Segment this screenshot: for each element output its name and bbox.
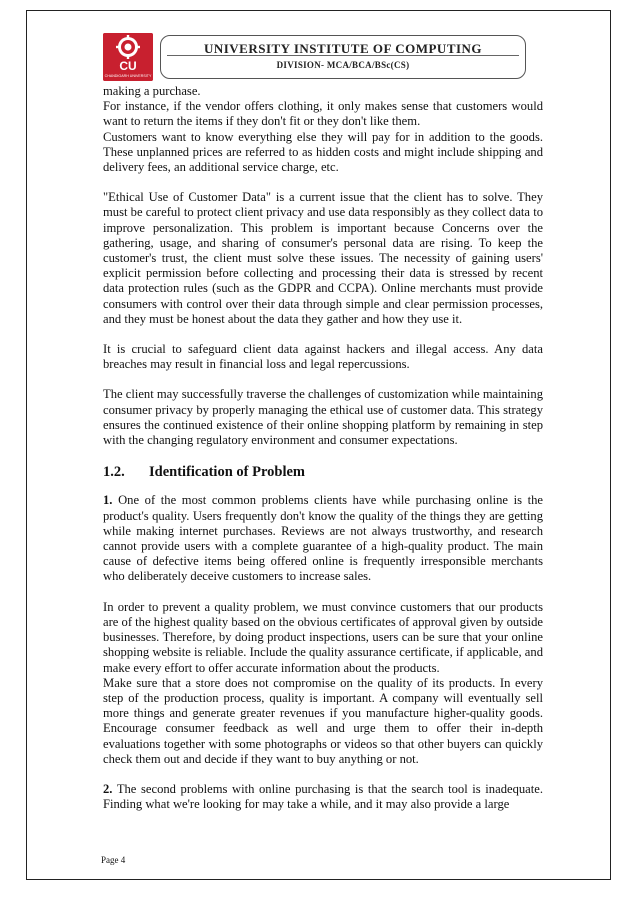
page-content <box>103 84 543 812</box>
paragraph: "Ethical Use of Customer Data" is a current issue that the client has to solve. They must be careful to protect client privacy and use data responsibly as they collect data to improve personalization. This problem is important because Concerns over the gathering, usage, and sharing of consumer's personal data are rising. To keep the customer's trust, the client must solve these issues. The necessity of gaining users' explicit permission before collecting and processing their data is stressed by recent data protection rules (such as the GDPR and CCPA). Online merchants must provide consumers with control over their data through simple and clear permission processes, and they must be honest about the data they gather and how they use it. <box>103 190 543 326</box>
paragraph: Make sure that a store does not compromise on the quality of its products. In every step of the production process, quality is important. A company will eventually sell more things and generate greater revenues if you manufacture higher-quality goods. Encourage consumer feedback as well and urge them to offer their in-depth evaluations together with some photographs or videos so that other buyers can quickly check them out and decide if they want to buy anything or not. <box>103 675 543 766</box>
list-number: 2. <box>103 781 113 796</box>
paragraph: In order to prevent a quality problem, we must convince customers that our products are of the highest quality based on the obvious certificates of approval given by outside businesses. Therefore, by doing product inspections, users can be sure that your online shopping website is reliable. Include the quality assurance certificate, if applicable, and make every effort to offer accurate information about the products. <box>103 599 543 675</box>
division-label: DIVISION- MCA/BCA/BSc(CS) <box>276 60 410 70</box>
page-number: Page 4 <box>101 855 126 865</box>
institute-title: UNIVERSITY INSTITUTE OF COMPUTING <box>203 41 483 56</box>
institute-banner <box>160 35 526 79</box>
paragraph: The client may successfully traverse the challenges of customization while maintaining consumer privacy by properly managing the ethical use of customer data. This strategy ensures the continued existence of their online shopping platform by remaining in step with the changing regulatory environment and consumer expectations. <box>103 387 543 448</box>
banner-title-box <box>167 39 519 56</box>
paragraph: 1. One of the most common problems clients have while purchasing online is the product's quality. Users frequently don't know the quality of the things they are getting while making internet purchases. Reviews are not always trustworthy, and research cannot provide users with a complete guarantee of a high-quality product. The main cause of defective items being offered online is frequently irresponsible merchants who deliberately deceive customers to increase sales. <box>103 493 543 584</box>
logo-emblem-icon <box>103 33 153 81</box>
paragraph: Customers want to know everything else they will pay for in addition to the goods. These unplanned prices are referred to as hidden costs and might include shipping and delivery fees, an additional service charge, etc. <box>103 129 543 175</box>
svg-text:CHANDIGARH UNIVERSITY: CHANDIGARH UNIVERSITY <box>104 74 152 78</box>
paragraph: For instance, if the vendor offers clothing, it only makes sense that customers would want to return the items if they don't fit or they don't like them. <box>103 99 543 129</box>
svg-text:CU: CU <box>119 59 137 73</box>
paragraph: It is crucial to safeguard client data against hackers and illegal access. Any data breaches may result in financial loss and legal repercussions. <box>103 342 543 372</box>
section-number: 1.2. <box>103 464 125 481</box>
university-logo <box>103 33 153 81</box>
paragraph: 2. The second problems with online purchasing is that the search tool is inadequate. Finding what we're looking for may take a while, and it may also provide a large <box>103 781 543 812</box>
list-number: 1. <box>103 493 113 508</box>
section-title: Identification of Problem <box>149 464 305 481</box>
section-heading <box>103 465 543 480</box>
paragraph: making a purchase. <box>103 84 201 98</box>
